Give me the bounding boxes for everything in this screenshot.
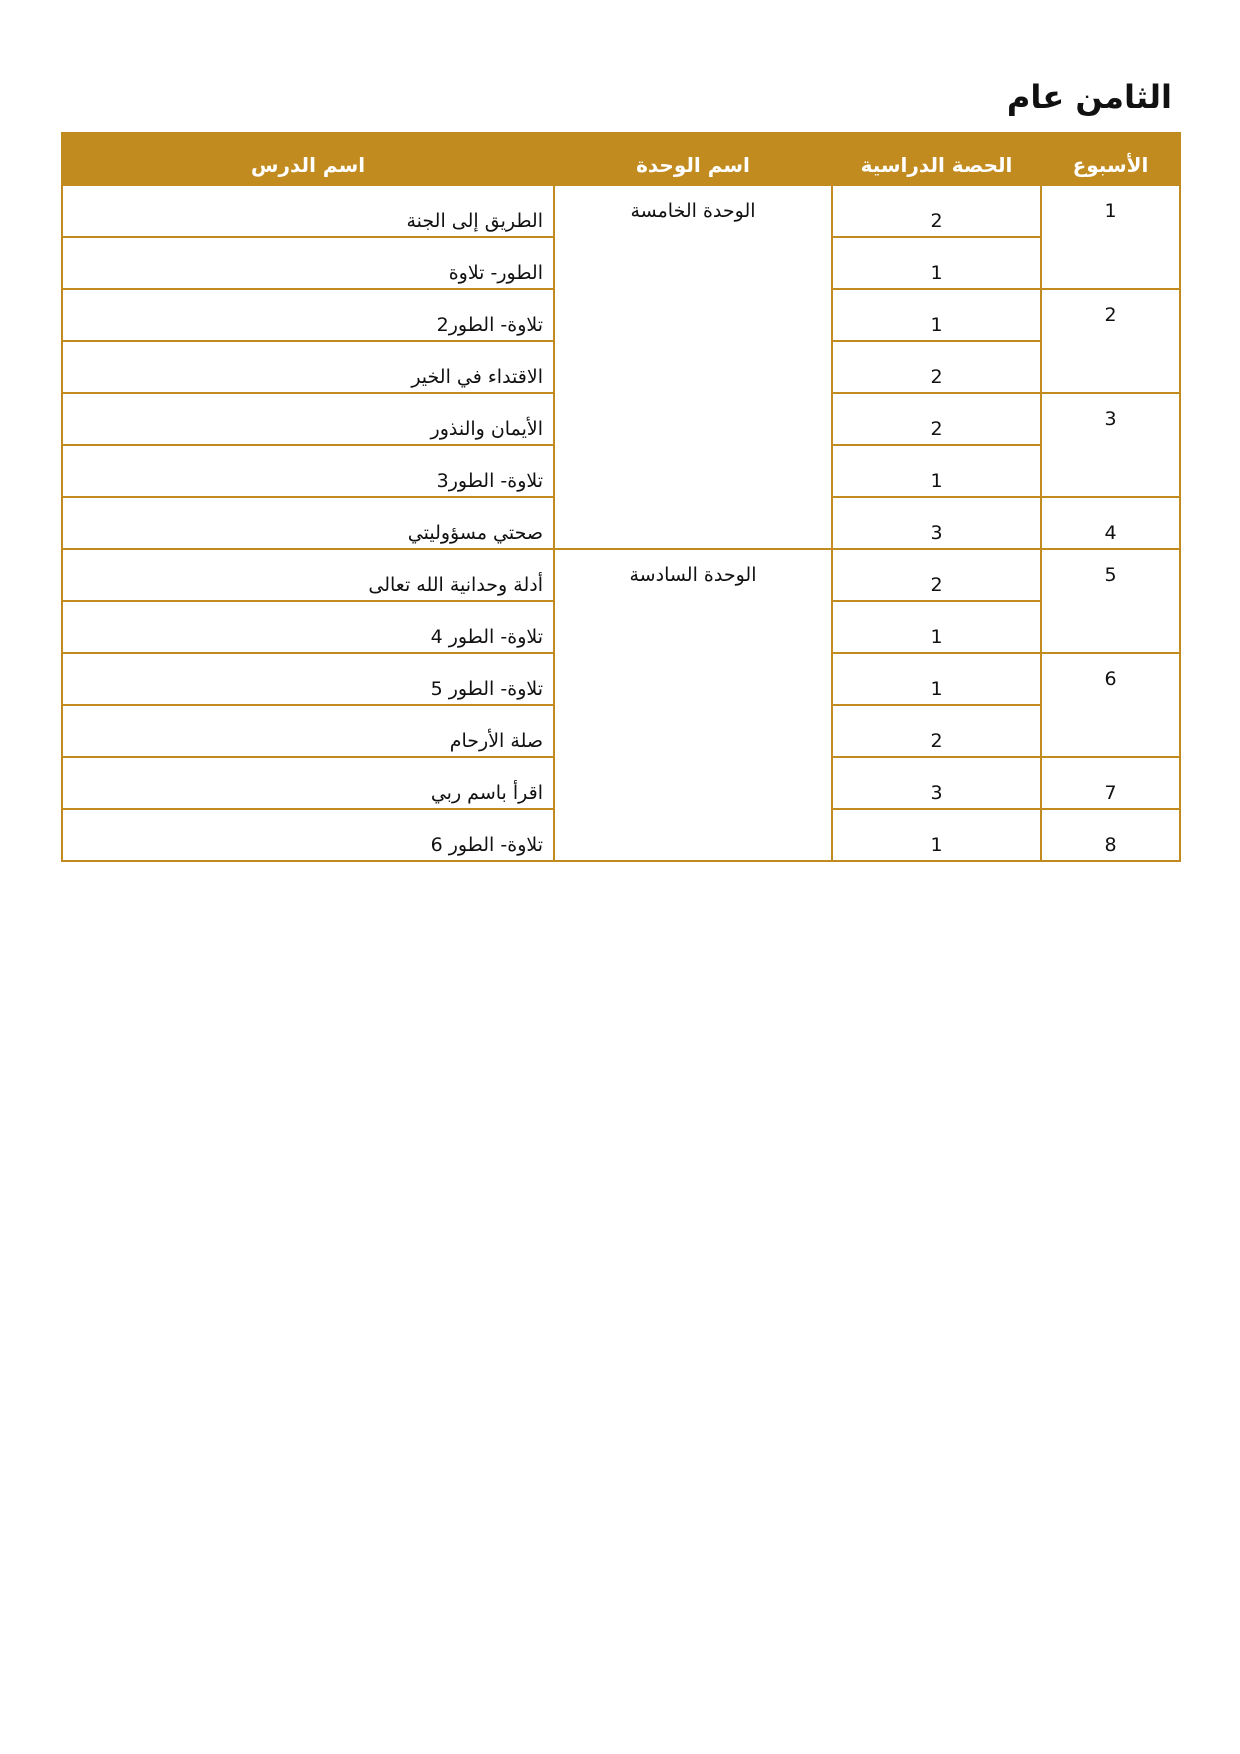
lesson-cell: الطريق إلى الجنة xyxy=(62,185,554,237)
lesson-cell: تلاوة- الطور2 xyxy=(62,289,554,341)
schedule-table xyxy=(61,132,1181,862)
period-cell: 1 xyxy=(832,289,1041,341)
period-cell: 3 xyxy=(832,757,1041,809)
table-header-row xyxy=(62,133,1180,185)
period-cell: 1 xyxy=(832,601,1041,653)
week-cell: 5 xyxy=(1041,549,1180,653)
header-week: الأسبوع xyxy=(1041,133,1180,185)
period-cell: 2 xyxy=(832,393,1041,445)
lesson-cell: تلاوة- الطور3 xyxy=(62,445,554,497)
lesson-cell: أدلة وحدانية الله تعالى xyxy=(62,549,554,601)
period-cell: 2 xyxy=(832,705,1041,757)
table-row xyxy=(62,185,1180,237)
period-cell: 1 xyxy=(832,237,1041,289)
period-cell: 2 xyxy=(832,185,1041,237)
unit-cell: الوحدة السادسة xyxy=(554,549,832,861)
lesson-cell: الاقتداء في الخير xyxy=(62,341,554,393)
header-period: الحصة الدراسية xyxy=(832,133,1041,185)
period-cell: 1 xyxy=(832,445,1041,497)
lesson-cell: الأيمان والنذور xyxy=(62,393,554,445)
lesson-cell: الطور- تلاوة xyxy=(62,237,554,289)
page-title: الثامن عام xyxy=(1006,78,1172,116)
week-cell: 8 xyxy=(1041,809,1180,861)
unit-cell: الوحدة الخامسة xyxy=(554,185,832,549)
lesson-cell: اقرأ باسم ربي xyxy=(62,757,554,809)
period-cell: 3 xyxy=(832,497,1041,549)
period-cell: 2 xyxy=(832,549,1041,601)
lesson-cell: صحتي مسؤوليتي xyxy=(62,497,554,549)
week-cell: 4 xyxy=(1041,497,1180,549)
week-cell: 3 xyxy=(1041,393,1180,497)
period-cell: 2 xyxy=(832,341,1041,393)
header-lesson: اسم الدرس xyxy=(62,133,554,185)
lesson-cell: تلاوة- الطور 6 xyxy=(62,809,554,861)
lesson-cell: تلاوة- الطور 5 xyxy=(62,653,554,705)
week-cell: 1 xyxy=(1041,185,1180,289)
lesson-cell: صلة الأرحام xyxy=(62,705,554,757)
week-cell: 7 xyxy=(1041,757,1180,809)
period-cell: 1 xyxy=(832,653,1041,705)
table-row xyxy=(62,549,1180,601)
week-cell: 6 xyxy=(1041,653,1180,757)
lesson-cell: تلاوة- الطور 4 xyxy=(62,601,554,653)
week-cell: 2 xyxy=(1041,289,1180,393)
period-cell: 1 xyxy=(832,809,1041,861)
header-unit: اسم الوحدة xyxy=(554,133,832,185)
